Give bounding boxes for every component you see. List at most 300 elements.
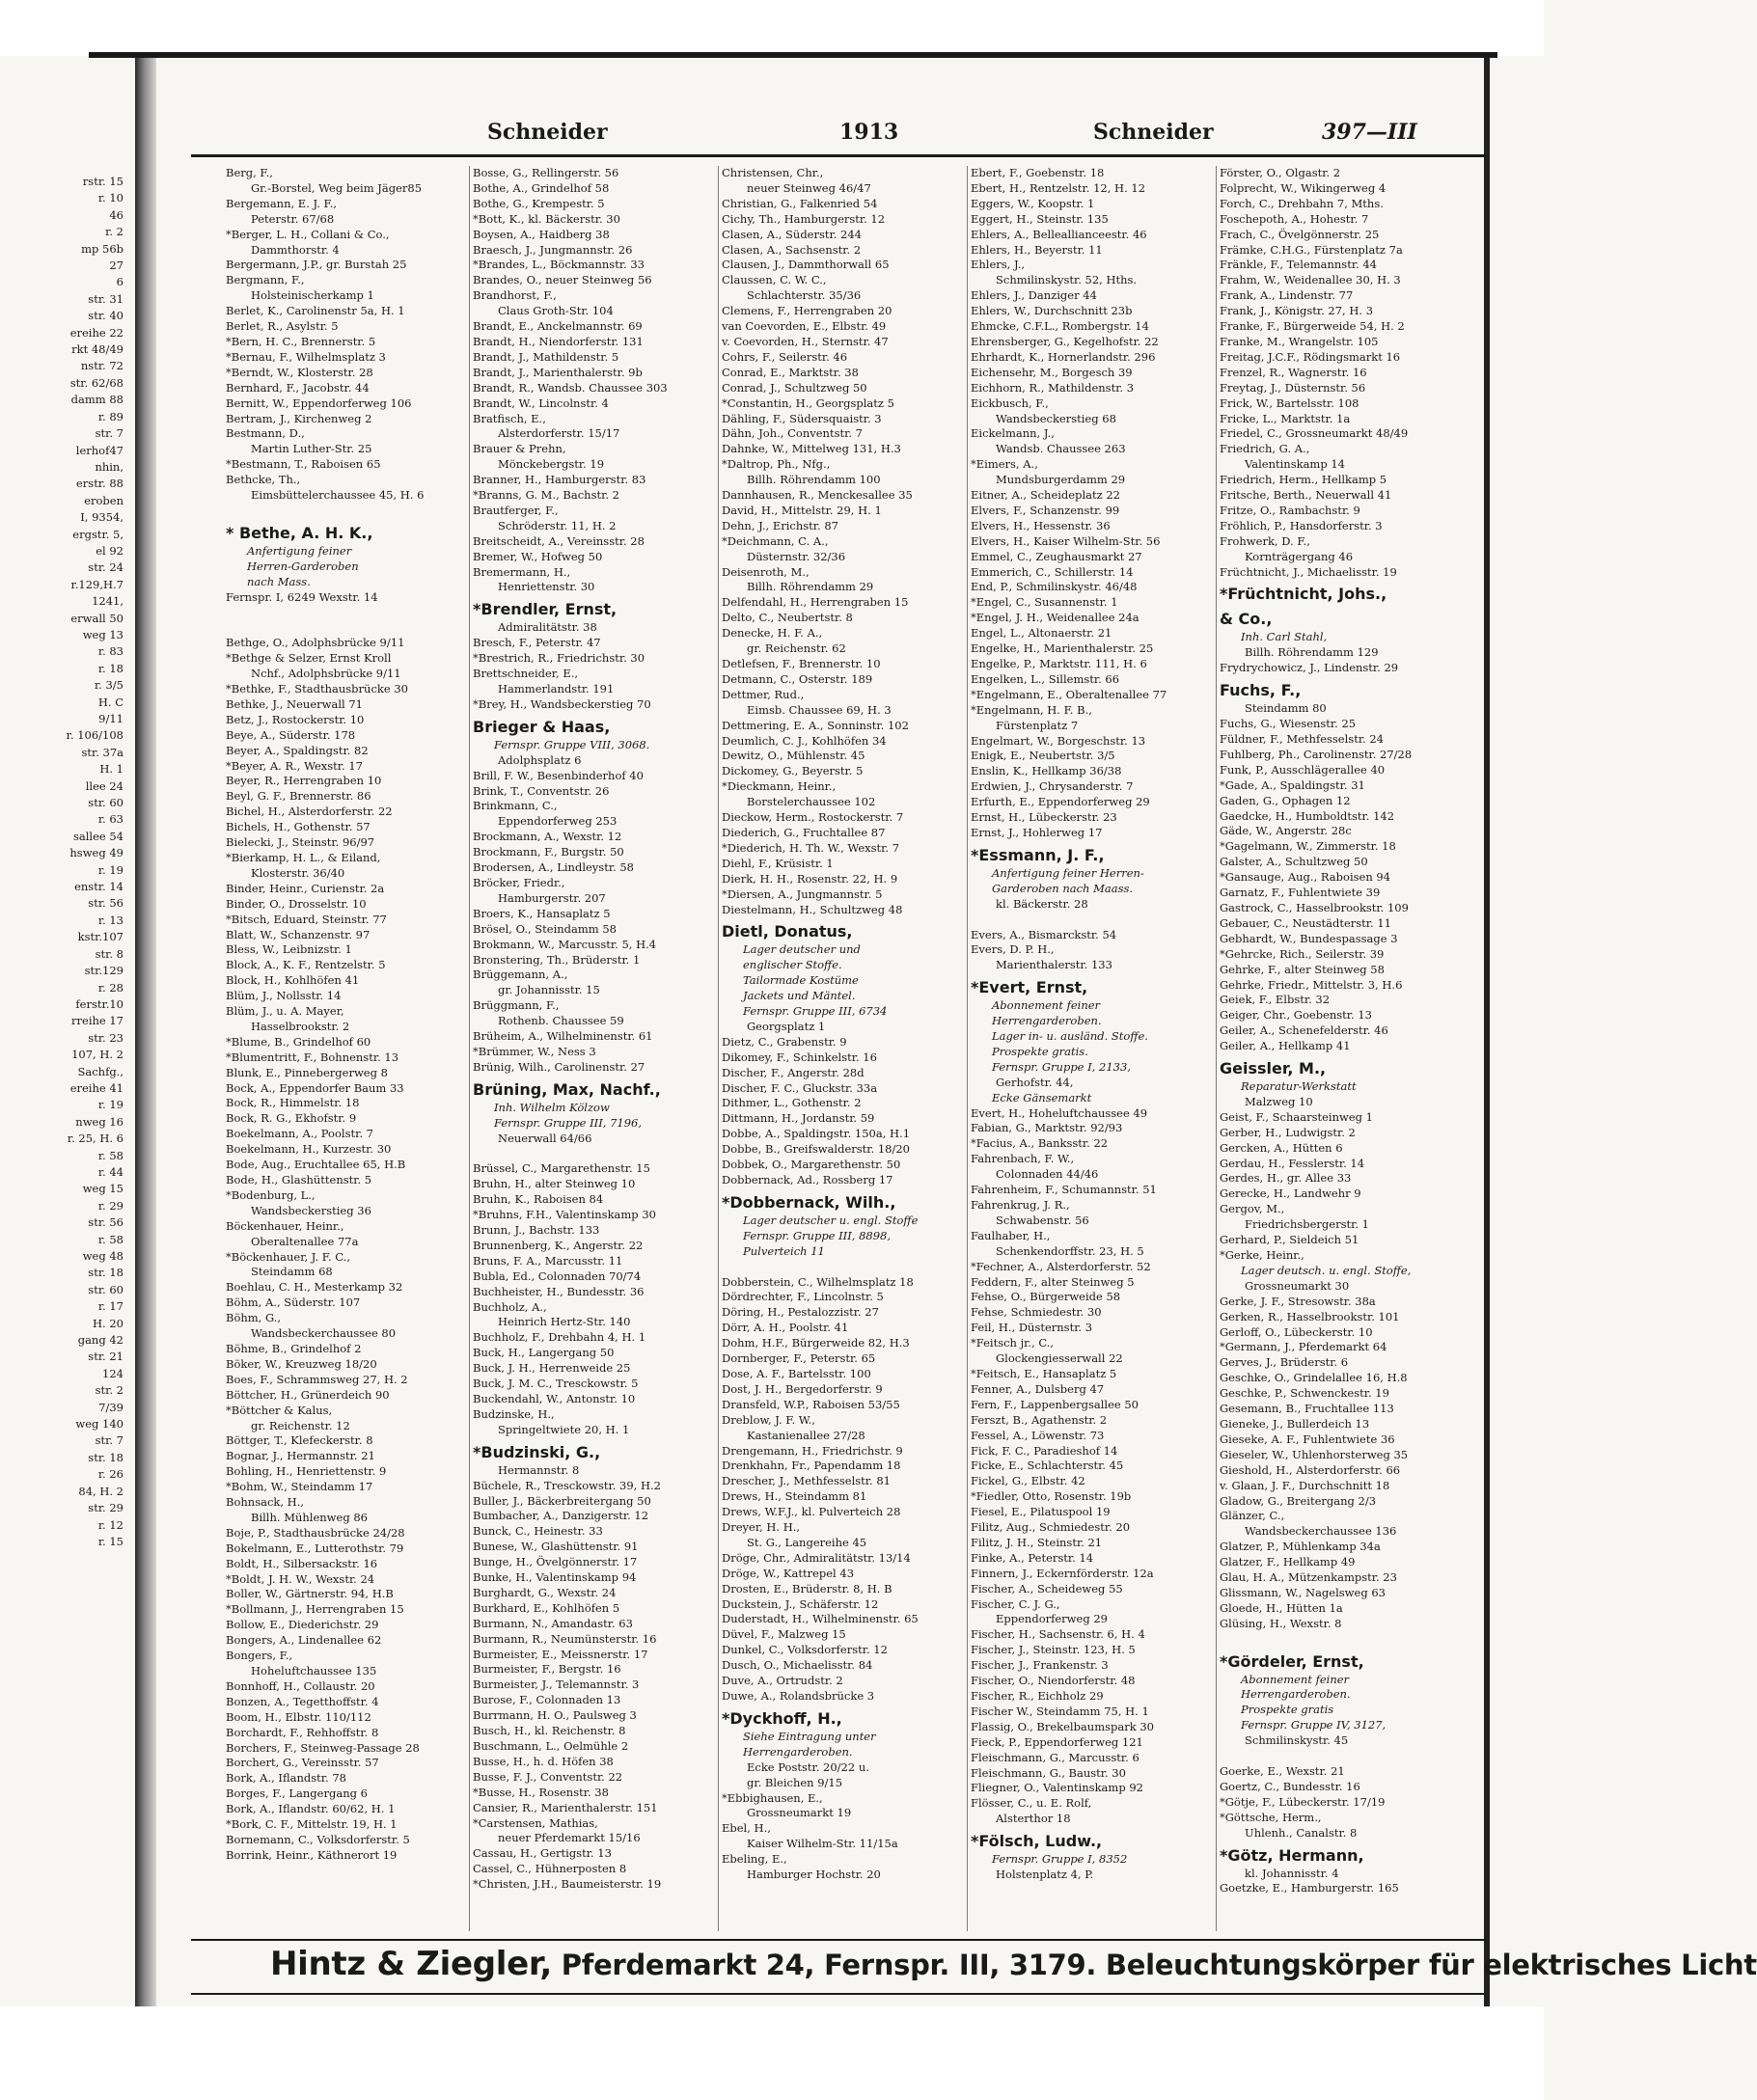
directory-entry: *Eimers, A., xyxy=(971,457,1038,472)
directory-entry: *Beyer, A. R., Wexstr. 17 xyxy=(226,758,363,773)
directory-entry: Buchholz, F., Drehbahn 4, H. 1 xyxy=(473,1330,646,1345)
directory-entry: Clausen, J., Dammthorwall 65 xyxy=(722,258,890,272)
directory-entry: Eickbusch, F., xyxy=(971,395,1049,410)
directory-entry: Galster, A., Schultzweg 50 xyxy=(1220,855,1368,869)
directory-entry: Böhme, B., Grindelhof 2 xyxy=(226,1341,362,1355)
prev-page-line: erwall 50 xyxy=(70,611,124,625)
directory-entry: Christian, G., Falkenried 54 xyxy=(722,196,878,210)
directory-entry: Bernitt, W., Eppendorferweg 106 xyxy=(226,395,412,410)
prev-page-line: I, 9354, xyxy=(80,510,124,525)
directory-entry: Brüggmann, F., xyxy=(473,998,560,1013)
directory-entry: Friedrich, G. A., xyxy=(1220,442,1310,456)
directory-entry: Delto, C., Neubertstr. 8 xyxy=(722,611,853,625)
directory-entry: *Busse, H., Rosenstr. 38 xyxy=(473,1785,609,1799)
directory-entry: Brüheim, A., Wilhelminenstr. 61 xyxy=(473,1029,653,1044)
directory-entry: Buck, H., Langergang 50 xyxy=(473,1346,615,1360)
prev-page-line: r. 58 xyxy=(97,1148,124,1162)
directory-entry: *Gansauge, Aug., Raboisen 94 xyxy=(1220,870,1391,885)
directory-entry: Bethcke, Th., xyxy=(226,473,301,487)
directory-entry: Buck, J. M. C., Tresckowstr. 5 xyxy=(473,1377,639,1391)
directory-entry: Grossneumarkt 30 xyxy=(1245,1278,1350,1293)
directory-entry: Fritsche, Berth., Neuerwall 41 xyxy=(1220,488,1392,503)
directory-advert-line: englischer Stoffe. xyxy=(743,958,842,972)
directory-entry: Hasselbrookstr. 2 xyxy=(251,1019,350,1033)
directory-advert-name: Brieger & Haas, xyxy=(473,717,611,736)
directory-entry: Borstelerchaussee 102 xyxy=(747,795,876,809)
directory-entry: Bock, R., Himmelstr. 18 xyxy=(226,1096,360,1110)
directory-entry: Berg, F., xyxy=(226,166,273,179)
directory-entry: Filitz, Aug., Schmiedestr. 20 xyxy=(971,1520,1131,1535)
prev-page-line: r. 25, H. 6 xyxy=(67,1132,124,1146)
directory-entry: Bognar, J., Hermannstr. 21 xyxy=(226,1449,375,1463)
directory-entry: Cassel, C., Hühnerposten 8 xyxy=(473,1862,627,1876)
directory-entry: Frick, W., Bartelsstr. 108 xyxy=(1220,395,1359,410)
directory-entry: Glüsing, H., Wexstr. 8 xyxy=(1220,1616,1342,1630)
directory-entry: Enigk, E., Neubertstr. 3/5 xyxy=(971,749,1115,763)
directory-entry: Berlet, K., Carolinenstr 5a, H. 1 xyxy=(226,304,405,318)
directory-entry: Fieck, P., Eppendorferweg 121 xyxy=(971,1734,1143,1749)
directory-entry: David, H., Mittelstr. 29, H. 1 xyxy=(722,503,882,517)
prev-page-line: str. 60 xyxy=(88,1282,124,1296)
directory-entry: Ehlers, H., Beyerstr. 11 xyxy=(971,242,1103,257)
directory-entry: *Bruhns, F.H., Valentinskamp 30 xyxy=(473,1208,656,1222)
directory-entry: Franke, F., Bürgerweide 54, H. 2 xyxy=(1220,319,1405,334)
directory-entry: *Bierkamp, H. L., & Eiland, xyxy=(226,850,381,864)
footer-rule-bottom xyxy=(191,1993,1486,1995)
directory-entry: *Blume, B., Grindelhof 60 xyxy=(226,1034,371,1049)
directory-entry xyxy=(226,620,467,636)
directory-advert-name: *Dyckhoff, H., xyxy=(722,1708,842,1728)
directory-entry: Foschepoth, A., Hohestr. 7 xyxy=(1220,211,1369,226)
directory-entry: Fischer, J., Frankenstr. 3 xyxy=(971,1658,1109,1673)
directory-entry: Frydrychowicz, J., Lindenstr. 29 xyxy=(1220,661,1399,675)
directory-entry: Dähn, Joh., Conventstr. 7 xyxy=(722,426,863,441)
directory-entry: Dobbek, O., Margarethenstr. 50 xyxy=(722,1158,901,1172)
directory-entry: Borchardt, F., Rehhoffstr. 8 xyxy=(226,1725,379,1739)
directory-entry: Christensen, Chr., xyxy=(722,166,824,179)
directory-entry: Gladow, G., Breitergang 2/3 xyxy=(1220,1493,1377,1508)
directory-entry: Engelke, H., Marienthalerstr. 25 xyxy=(971,641,1154,656)
directory-advert-line: Tailormade Kostüme xyxy=(743,973,859,988)
scan-right-edge xyxy=(1484,58,1490,2026)
directory-entry: Dithmer, L., Gothenstr. 2 xyxy=(722,1096,862,1110)
directory-entry: Brandt, W., Lincolnstr. 4 xyxy=(473,395,609,410)
directory-entry: Gercken, A., Hütten 6 xyxy=(1220,1140,1343,1155)
directory-advert-name: *Fölsch, Ludw., xyxy=(971,1832,1103,1851)
directory-entry: Bruhn, K., Raboisen 84 xyxy=(473,1192,604,1207)
directory-entry: Bock, R. G., Ekhofstr. 9 xyxy=(226,1111,357,1126)
column-divider xyxy=(469,166,470,1931)
directory-advert-line: Inh. Wilhelm Kölzow xyxy=(494,1100,610,1114)
directory-entry: Dobbe, A., Spaldingstr. 150a, H.1 xyxy=(722,1127,911,1141)
directory-entry: Eggert, H., Steinstr. 135 xyxy=(971,211,1109,226)
header-year: 1913 xyxy=(839,120,899,145)
directory-entry: Clasen, A., Sachsenstr. 2 xyxy=(722,242,862,257)
directory-entry: Fränkle, F., Telemannstr. 44 xyxy=(1220,258,1377,272)
directory-entry: Burmeister, J., Telemannstr. 3 xyxy=(473,1677,640,1692)
directory-advert-name: *Gördeler, Ernst, xyxy=(1220,1651,1364,1671)
directory-entry: Fischer, J., Steinstr. 123, H. 5 xyxy=(971,1643,1136,1657)
directory-entry: Ehlers, W., Durchschnitt 23b xyxy=(971,304,1133,318)
directory-entry: Fern, F., Lappenbergsallee 50 xyxy=(971,1397,1139,1411)
directory-entry: Borchert, G., Vereinsstr. 57 xyxy=(226,1756,379,1770)
directory-advert-name: Dietl, Donatus, xyxy=(722,922,853,941)
directory-entry: Duderstadt, H., Wilhelminenstr. 65 xyxy=(722,1612,919,1626)
advertisement-footer xyxy=(270,1945,1757,1991)
directory-entry: Flassig, O., Brekelbaumspark 30 xyxy=(971,1719,1154,1733)
directory-column-4 xyxy=(971,166,1212,1931)
directory-entry: Böker, W., Kreuzweg 18/20 xyxy=(226,1356,377,1371)
directory-entry: Dost, J. H., Bergedorferstr. 9 xyxy=(722,1381,883,1396)
directory-advert-line: Jackets und Mäntel. xyxy=(743,989,856,1003)
directory-entry: Dose, A. F., Bartelsstr. 100 xyxy=(722,1366,871,1380)
directory-entry: Bielecki, J., Steinstr. 96/97 xyxy=(226,835,375,850)
directory-advert-name: *Früchtnicht, Johs., xyxy=(1220,585,1387,604)
directory-entry: *Dieckmann, Heinr., xyxy=(722,779,837,794)
directory-entry: Betz, J., Rostockerstr. 10 xyxy=(226,712,365,726)
prev-page-line: 7/39 xyxy=(98,1400,124,1414)
directory-entry: Binder, Heinr., Curienstr. 2a xyxy=(226,881,385,895)
directory-entry: Eimsbüttelerchaussee 45, H. 6 xyxy=(251,488,425,503)
directory-advert-line: Lager deutscher u. engl. Stoffe xyxy=(743,1213,919,1227)
prev-page-line: str. 7 xyxy=(95,1433,124,1448)
prev-page-line: r. 12 xyxy=(97,1517,124,1532)
directory-entry: Hoheluftchaussee 135 xyxy=(251,1664,377,1677)
directory-entry: Klosterstr. 36/40 xyxy=(251,865,345,880)
directory-advert-name: *Essmann, J. F., xyxy=(971,845,1105,864)
directory-entry: Frank, A., Lindenstr. 77 xyxy=(1220,288,1354,303)
directory-entry xyxy=(1220,1632,1480,1648)
column-divider xyxy=(1216,166,1217,1931)
directory-advert-line: Inh. Carl Stahl, xyxy=(1241,630,1328,644)
directory-entry: Ebeling, E., xyxy=(722,1852,787,1867)
directory-entry: Busse, F. J., Conventstr. 22 xyxy=(473,1769,623,1784)
directory-entry: Ebert, H., Rentzelstr. 12, H. 12 xyxy=(971,180,1146,195)
directory-entry: Dornberger, F., Peterstr. 65 xyxy=(722,1351,876,1366)
directory-entry: Fahrenheim, F., Schumannstr. 51 xyxy=(971,1183,1157,1197)
directory-entry: Bruns, F. A., Marcusstr. 11 xyxy=(473,1253,623,1268)
directory-entry: Bonnhoff, H., Collaustr. 20 xyxy=(226,1678,375,1693)
prev-page-line: 1241, xyxy=(92,594,124,609)
prev-page-line: str. 23 xyxy=(88,1030,124,1045)
directory-entry: Dähling, F., Südersquaistr. 3 xyxy=(722,411,882,425)
prev-page-line: r. 89 xyxy=(97,409,124,423)
directory-entry: Peterstr. 67/68 xyxy=(251,211,335,226)
directory-entry: Dröge, Chr., Admiralitätstr. 13/14 xyxy=(722,1550,911,1565)
directory-entry: Kornträgergang 46 xyxy=(1245,549,1354,563)
prev-page-line: r. 17 xyxy=(97,1299,124,1314)
directory-entry: Fleischmann, G., Marcusstr. 6 xyxy=(971,1750,1139,1764)
directory-entry: Eppendorferweg 29 xyxy=(996,1612,1108,1626)
directory-entry: Schlachterstr. 35/36 xyxy=(747,288,862,303)
directory-entry: Fabian, G., Marktstr. 92/93 xyxy=(971,1121,1123,1135)
directory-entry: Cohrs, F., Seilerstr. 46 xyxy=(722,349,848,364)
directory-entry: Burmann, N., Amandastr. 63 xyxy=(473,1616,633,1630)
directory-entry: Feil, H., Düsternstr. 3 xyxy=(971,1321,1093,1335)
directory-entry: Fischer, C. J. G., xyxy=(971,1596,1060,1611)
prev-page-line: H. C xyxy=(97,695,124,709)
directory-entry: Boldt, H., Silbersackstr. 16 xyxy=(226,1556,378,1570)
prev-page-line: str. 7 xyxy=(95,426,124,441)
directory-entry: *Christen, J.H., Baumeisterstr. 19 xyxy=(473,1877,662,1892)
directory-entry: *Fechner, A., Alsterdorferstr. 52 xyxy=(971,1259,1151,1273)
directory-advert-line: Herrengarderoben. xyxy=(992,1014,1102,1028)
directory-entry: Duckstein, J., Schäferstr. 12 xyxy=(722,1596,879,1611)
directory-entry: *Engel, J. H., Weidenallee 24a xyxy=(971,611,1139,625)
directory-entry: *Bestmann, T., Raboisen 65 xyxy=(226,457,381,472)
directory-entry: Geiler, A., Hellkamp 41 xyxy=(1220,1039,1351,1053)
directory-entry: Cansier, R., Marienthalerstr. 151 xyxy=(473,1800,658,1814)
directory-entry: Holstenplatz 4, P. xyxy=(996,1868,1094,1882)
directory-entry: Fricke, L., Marktstr. 1a xyxy=(1220,411,1351,425)
directory-entry: Böhm, A., Süderstr. 107 xyxy=(226,1295,361,1310)
directory-entry: Brockmann, F., Burgstr. 50 xyxy=(473,845,624,859)
directory-entry: Gaden, G., Ophagen 12 xyxy=(1220,793,1351,807)
directory-entry: Elvers, F., Schanzenstr. 99 xyxy=(971,503,1120,517)
prev-page-line: Sachfg., xyxy=(77,1064,124,1078)
directory-entry: Alsterdorferstr. 15/17 xyxy=(498,426,620,441)
directory-entry: Bertram, J., Kirchenweg 2 xyxy=(226,411,372,425)
directory-entry: Fahrenkrug, J. R., xyxy=(971,1198,1070,1212)
directory-advert-line: Siehe Eintragung unter xyxy=(743,1729,876,1743)
directory-entry: Adolphsplatz 6 xyxy=(498,752,582,767)
directory-entry: *Engelmann, H. F. B., xyxy=(971,702,1092,717)
directory-entry: Frach, C., Övelgönnerstr. 25 xyxy=(1220,227,1380,241)
directory-entry: Engelmart, W., Borgeschstr. 13 xyxy=(971,733,1146,748)
directory-entry: Bokelmann, E., Lutterothstr. 79 xyxy=(226,1541,404,1555)
directory-entry: Geist, F., Schaarsteinweg 1 xyxy=(1220,1109,1373,1124)
directory-entry: Dahnke, W., Mittelweg 131, H.3 xyxy=(722,442,901,456)
prev-page-line: str.129 xyxy=(84,964,124,978)
directory-entry: Ebel, H., xyxy=(722,1821,771,1836)
directory-entry: Ehmcke, C.F.L., Rombergstr. 14 xyxy=(971,319,1149,334)
directory-advert-name: *Budzinski, G., xyxy=(473,1442,601,1461)
directory-entry: Heinrich Hertz-Str. 140 xyxy=(498,1315,631,1329)
directory-entry: Fröhlich, P., Hansdorferstr. 3 xyxy=(1220,518,1383,532)
footer-rule xyxy=(191,1939,1486,1941)
directory-entry: Geiler, A., Schenefelderstr. 46 xyxy=(1220,1023,1388,1038)
directory-entry: Brink, T., Conventstr. 26 xyxy=(473,783,610,798)
prev-page-line: str. 56 xyxy=(88,896,124,911)
prev-page-line: str. 62/68 xyxy=(69,375,124,390)
directory-entry: Engelke, P., Marktstr. 111, H. 6 xyxy=(971,657,1147,670)
prev-page-line: el 92 xyxy=(96,543,124,558)
directory-entry: Wandsbeckerstieg 68 xyxy=(996,411,1116,425)
directory-entry: *Gehrcke, Rich., Seilerstr. 39 xyxy=(1220,946,1385,961)
directory-entry: Dierk, H. H., Rosenstr. 22, H. 9 xyxy=(722,871,898,886)
directory-entry: Böttger, T., Klefeckerstr. 8 xyxy=(226,1433,373,1448)
directory-entry: Borchers, F., Steinweg-Passage 28 xyxy=(226,1740,420,1755)
directory-entry: Bothe, G., Krempestr. 5 xyxy=(473,196,605,210)
directory-entry: Eimsb. Chaussee 69, H. 3 xyxy=(747,702,892,717)
directory-advert-line: Anfertigung feiner Herren- xyxy=(992,865,1144,880)
directory-entry: Bronstering, Th., Brüderstr. 1 xyxy=(473,952,641,967)
directory-entry: Engelken, L., Sillemstr. 66 xyxy=(971,671,1120,686)
directory-entry: Ehlers, J., xyxy=(971,258,1026,272)
directory-entry: Breitscheidt, A., Vereinsstr. 28 xyxy=(473,533,645,548)
directory-entry: Gerdau, H., Fesslerstr. 14 xyxy=(1220,1156,1365,1170)
prev-page-line: str. 18 xyxy=(88,1266,124,1280)
directory-entry: Bornemann, C., Volksdorferstr. 5 xyxy=(226,1832,410,1846)
directory-entry: Denecke, H. F. A., xyxy=(722,626,823,641)
prev-page-line: gang 42 xyxy=(77,1333,124,1348)
directory-entry: Springeltwiete 20, H. 1 xyxy=(498,1422,630,1436)
directory-entry: Evers, A., Bismarckstr. 54 xyxy=(971,927,1117,941)
directory-entry: Gerves, J., Brüderstr. 6 xyxy=(1220,1355,1349,1370)
directory-entry: Duve, A., Ortrudstr. 2 xyxy=(722,1674,843,1688)
directory-advert-line: Lager deutsch. u. engl. Stoffe, xyxy=(1241,1263,1412,1277)
directory-entry: *Bollmann, J., Herrengraben 15 xyxy=(226,1602,404,1617)
directory-entry: Fleischmann, G., Baustr. 30 xyxy=(971,1765,1126,1780)
directory-entry: Holsteinischerkamp 1 xyxy=(251,288,374,303)
prev-page-line: r. 44 xyxy=(97,1164,124,1179)
directory-column-2 xyxy=(473,166,714,1931)
directory-entry: Beyer, A., Spaldingstr. 82 xyxy=(226,743,369,757)
column-divider xyxy=(967,166,968,1931)
directory-entry: Goetzke, E., Hamburgerstr. 165 xyxy=(1220,1881,1399,1895)
directory-entry xyxy=(226,605,467,620)
directory-entry: Valentinskamp 14 xyxy=(1245,457,1345,472)
prev-page-line: 6 xyxy=(116,275,124,289)
prev-page-line: str. 21 xyxy=(88,1350,124,1364)
directory-entry xyxy=(722,1260,963,1275)
prev-page-line: r. 58 xyxy=(97,1232,124,1246)
prev-page-line: enstr. 14 xyxy=(74,880,124,894)
directory-entry: Bresch, F., Peterstr. 47 xyxy=(473,636,601,650)
directory-entry xyxy=(1220,1749,1480,1764)
directory-entry: Uhlenh., Canalstr. 8 xyxy=(1245,1825,1358,1840)
directory-advert-line: Prospekte gratis xyxy=(1241,1703,1334,1717)
directory-entry: Fickel, G., Elbstr. 42 xyxy=(971,1474,1085,1488)
directory-entry: Boysen, A., Haidberg 38 xyxy=(473,227,610,241)
directory-entry: Schröderstr. 11, H. 2 xyxy=(498,518,617,532)
directory-entry: Fick, F. C., Paradieshof 14 xyxy=(971,1443,1118,1458)
directory-entry: Schmilinskystr. 52, Hths. xyxy=(996,273,1138,287)
directory-entry: *Fiedler, Otto, Rosenstr. 19b xyxy=(971,1489,1132,1504)
directory-entry: Fahrenbach, F. W., xyxy=(971,1152,1075,1166)
directory-advert-line: Lager in- u. ausländ. Stoffe. xyxy=(992,1029,1148,1044)
directory-entry: Fischer, A., Scheideweg 55 xyxy=(971,1581,1123,1595)
directory-entry: Dammthorstr. 4 xyxy=(251,242,340,257)
directory-entry: *Bernau, F., Wilhelmsplatz 3 xyxy=(226,349,386,364)
directory-entry: Füldner, F., Methfesselstr. 24 xyxy=(1220,732,1384,746)
directory-entry: *Deichmann, C. A., xyxy=(722,533,829,548)
prev-page-line: str. 2 xyxy=(95,1383,124,1398)
directory-entry: Ehlers, J., Danziger 44 xyxy=(971,288,1097,303)
prev-page-line: nhin, xyxy=(95,459,124,474)
directory-entry: Brandes, O., neuer Steinweg 56 xyxy=(473,273,652,287)
directory-entry: Binder, O., Drosselstr. 10 xyxy=(226,896,367,911)
directory-advert-name: & Co., xyxy=(1220,610,1273,629)
prev-page-line: eroben xyxy=(84,493,124,507)
directory-entry: Billh. Mühlenweg 86 xyxy=(251,1510,368,1524)
directory-entry: Bröcker, Friedr., xyxy=(473,875,565,889)
directory-entry: Braesch, J., Jungmannstr. 26 xyxy=(473,242,633,257)
directory-entry: Friedrichsbergerstr. 1 xyxy=(1245,1217,1369,1232)
directory-entry: Brösel, O., Steindamm 58 xyxy=(473,921,617,936)
directory-advert-line: Fernspr. Gruppe IV, 3127, xyxy=(1241,1718,1386,1732)
directory-entry: Bremer, W., Hofweg 50 xyxy=(473,549,603,563)
prev-page-line: weg 15 xyxy=(82,1182,124,1196)
directory-entry: Burose, F., Colonnaden 13 xyxy=(473,1693,621,1707)
previous-page-fragment xyxy=(0,174,127,1862)
directory-entry: Delfendahl, H., Herrengraben 15 xyxy=(722,595,909,610)
prev-page-line: lerhof47 xyxy=(75,443,124,457)
directory-advert-line: Abonnement feiner xyxy=(1241,1672,1350,1686)
directory-entry: Bock, A., Eppendorfer Baum 33 xyxy=(226,1080,404,1095)
directory-entry: Gehrke, Friedr., Mittelstr. 3, H.6 xyxy=(1220,977,1403,992)
directory-entry: Bethge, O., Adolphsbrücke 9/11 xyxy=(226,636,405,650)
directory-entry: Dördrechter, F., Lincolnstr. 5 xyxy=(722,1290,884,1304)
directory-entry: Conrad, J., Schultzweg 50 xyxy=(722,380,867,395)
prev-page-line: rreihe 17 xyxy=(71,1014,124,1028)
directory-entry: Eichensehr, M., Borgesch 39 xyxy=(971,365,1133,379)
directory-entry: Boekelmann, H., Kurzestr. 30 xyxy=(226,1142,392,1157)
directory-entry: Bollow, E., Diederichstr. 29 xyxy=(226,1618,379,1632)
directory-entry: *Gagelmann, W., Zimmerstr. 18 xyxy=(1220,839,1396,854)
directory-entry: Brüggemann, A., xyxy=(473,968,568,982)
directory-entry: Emmerich, C., Schillerstr. 14 xyxy=(971,564,1134,579)
directory-entry: Böckenhauer, Heinr., xyxy=(226,1218,344,1233)
directory-entry: Drews, H., Steindamm 81 xyxy=(722,1489,867,1504)
directory-entry: Goertz, C., Bundesstr. 16 xyxy=(1220,1779,1360,1793)
directory-entry: Eickelmann, J., xyxy=(971,426,1055,441)
directory-entry: Clasen, A., Süderstr. 244 xyxy=(722,227,862,241)
prev-page-line: 46 xyxy=(109,207,124,222)
prev-page-line: r. 63 xyxy=(97,812,124,827)
directory-entry: Bratfisch, E., xyxy=(473,411,546,425)
directory-advert-line: Herren-Garderoben xyxy=(247,559,359,573)
directory-entry: Döring, H., Pestalozzistr. 27 xyxy=(722,1305,879,1320)
directory-entry: *Böckenhauer, J. F. C., xyxy=(226,1249,350,1264)
directory-entry: Bumbacher, A., Danzigerstr. 12 xyxy=(473,1509,649,1523)
directory-entry: *Bodenburg, L., xyxy=(226,1187,316,1202)
directory-entry: Admiralitätstr. 38 xyxy=(498,620,597,635)
footer-advert-text: Pferdemarkt 24, Fernspr. III, 3179. Beleuchtungskörper für elektrisches Licht xyxy=(561,1949,1757,1981)
directory-entry: Bunck, C., Heinestr. 33 xyxy=(473,1524,603,1539)
directory-entry: gr. Reichenstr. 62 xyxy=(747,641,846,656)
directory-entry: Hamburger Hochstr. 20 xyxy=(747,1868,881,1882)
directory-entry: Claussen, C. W. C., xyxy=(722,273,827,287)
directory-entry: Gerdes, H., gr. Allee 33 xyxy=(1220,1171,1352,1186)
directory-entry: *Bott, K., kl. Bäckerstr. 30 xyxy=(473,211,620,226)
directory-entry: Feddern, F., alter Steinweg 5 xyxy=(971,1274,1135,1289)
directory-entry: Eichhorn, R., Mathildenstr. 3 xyxy=(971,380,1135,395)
prev-page-line: str. 8 xyxy=(95,946,124,961)
prev-page-line: r. 3/5 xyxy=(94,678,124,693)
directory-entry: Cassau, H., Gertigstr. 13 xyxy=(473,1846,612,1861)
directory-entry: Brinkmann, C., xyxy=(473,799,558,813)
prev-page-line: 9/11 xyxy=(98,712,124,725)
directory-entry: Brandt, J., Mathildenstr. 5 xyxy=(473,349,619,364)
directory-entry: Flösser, C., u. E. Rolf, xyxy=(971,1796,1092,1811)
directory-entry: Borrink, Heinr., Käthnerort 19 xyxy=(226,1847,398,1862)
directory-entry: Marienthalerstr. 133 xyxy=(996,958,1112,972)
directory-entry: *Gade, A., Spaldingstr. 31 xyxy=(1220,777,1365,792)
directory-entry: Alsterthor 18 xyxy=(996,1812,1071,1826)
directory-entry: Detlefsen, F., Brennerstr. 10 xyxy=(722,657,881,670)
directory-entry: Frahm, W., Weidenallee 30, H. 3 xyxy=(1220,273,1401,287)
directory-entry: Bohling, H., Henriettenstr. 9 xyxy=(226,1464,387,1479)
prev-page-line: ereihe 22 xyxy=(69,325,124,340)
directory-entry: *Brümmer, W., Ness 3 xyxy=(473,1044,596,1058)
directory-entry: Finnern, J., Eckernförderstr. 12a xyxy=(971,1566,1154,1580)
prev-page-line: str. 60 xyxy=(88,796,124,810)
directory-entry: Discher, F. C., Gluckstr. 33a xyxy=(722,1080,878,1095)
directory-entry: Bless, W., Leibnizstr. 1 xyxy=(226,942,352,957)
directory-entry: Billh. Röhrendamm 100 xyxy=(747,473,881,487)
prev-page-line: str. 31 xyxy=(88,291,124,306)
